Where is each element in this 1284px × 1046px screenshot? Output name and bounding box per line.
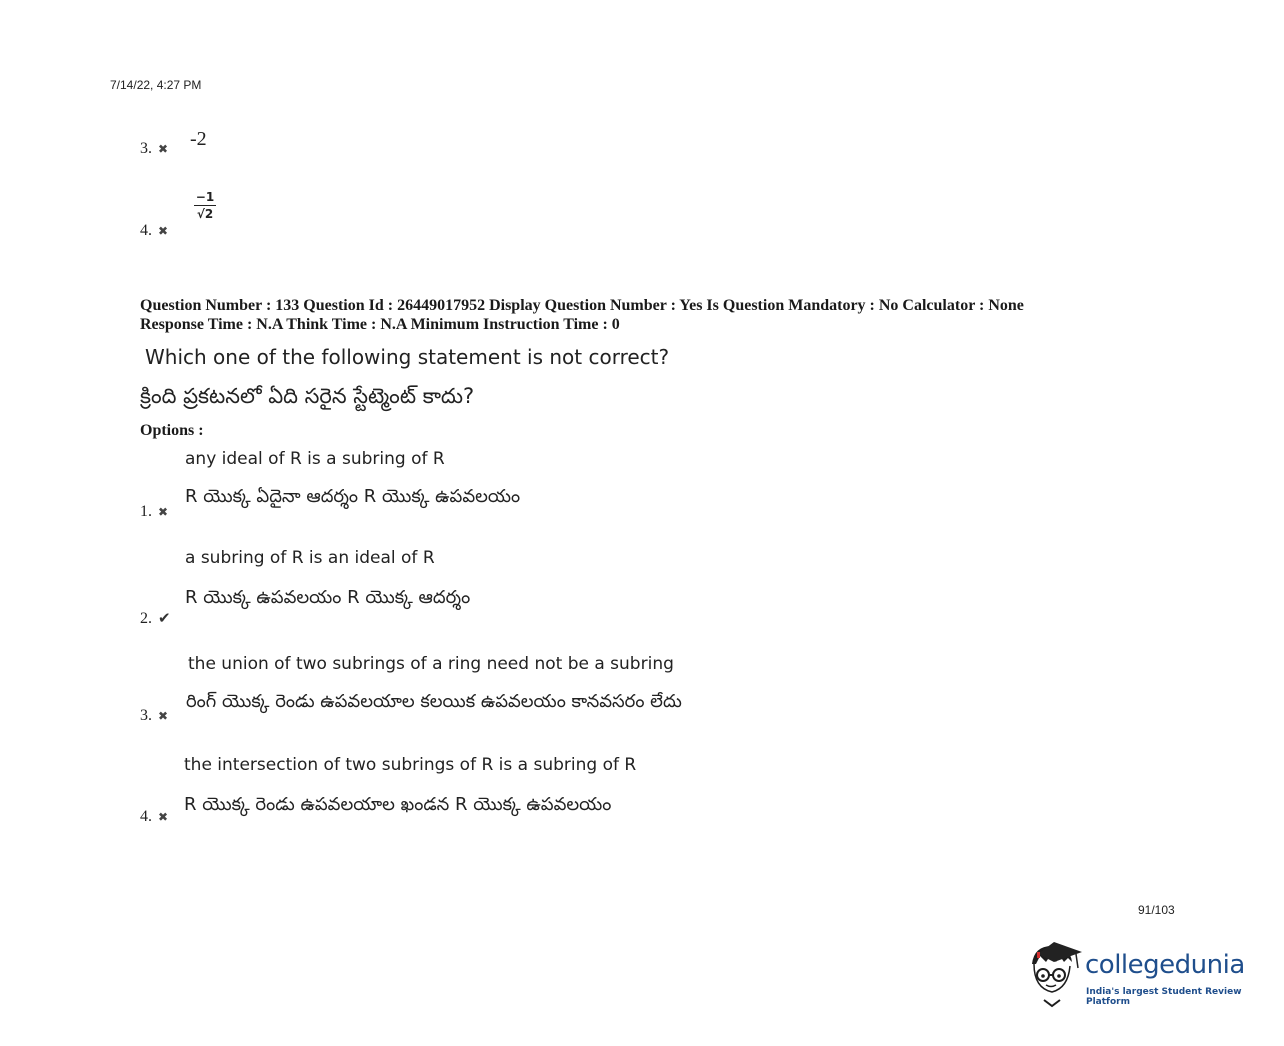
prev-option-4 xyxy=(140,222,168,240)
option-number: 2. xyxy=(140,610,152,627)
question-meta xyxy=(140,296,1140,334)
wrong-mark-icon: ✖ xyxy=(158,810,169,824)
option-3-english: the union of two subrings of a ring need not be a subring xyxy=(188,654,674,674)
print-timestamp: 7/14/22, 4:27 PM xyxy=(110,78,202,92)
option-1-english: any ideal of R is a subring of R xyxy=(185,449,445,469)
brand-tagline: India's largest Student Review Platform xyxy=(1086,987,1242,1007)
option-4-telugu: R యొక్క రెండు ఉపవలయాల ఖండన R యొక్క ఉపవలయం xyxy=(184,794,612,815)
option-1-marker xyxy=(140,503,168,521)
option-number: 1. xyxy=(140,503,152,520)
option-2-telugu: R యొక్క ఉపవలయం R యొక్క ఆదర్శం xyxy=(185,587,471,608)
option-number: 4. xyxy=(140,222,152,239)
option-4-marker xyxy=(140,808,168,826)
question-meta-line2: Response Time : N.A Think Time : N.A Minimum Instruction Time : 0 xyxy=(140,316,620,333)
fraction-numerator: −1 xyxy=(195,190,215,204)
fraction-bar xyxy=(194,205,216,206)
prev-option-3 xyxy=(140,140,168,158)
wrong-mark-icon: ✖ xyxy=(158,142,169,156)
option-3-telugu: రింగ్ యొక్క రెండు ఉపవలయాల కలయిక ఉపవలయం కానవసరం లేదు xyxy=(186,691,682,712)
fraction-denominator: √2 xyxy=(196,207,214,221)
wrong-mark-icon: ✖ xyxy=(158,709,169,723)
prev-option-4-fraction xyxy=(194,190,216,221)
question-text-telugu: క్రింది ప్రకటనలో ఏది సరైన స్టేట్మెంట్ కాదు? xyxy=(140,384,475,408)
option-number: 3. xyxy=(140,707,152,724)
option-3-marker xyxy=(140,707,168,725)
brand-name: collegedunia xyxy=(1085,950,1245,980)
page-number: 91/103 xyxy=(1138,903,1175,917)
options-label: Options : xyxy=(140,422,204,439)
wrong-mark-icon: ✖ xyxy=(158,224,169,238)
option-number: 3. xyxy=(140,140,152,157)
correct-check-icon: ✔ xyxy=(158,609,171,627)
collegedunia-mascot-icon xyxy=(1024,938,1086,1010)
question-meta-line1: Question Number : 133 Question Id : 26449017952 Display Question Number : Yes Is Question Mandatory : No Calculator : None xyxy=(140,297,1024,314)
option-1-telugu: R యొక్క ఏదైనా ఆదర్శం R యొక్క ఉపవలయం xyxy=(185,486,521,507)
option-number: 4. xyxy=(140,808,152,825)
wrong-mark-icon: ✖ xyxy=(158,505,169,519)
prev-option-3-value: -2 xyxy=(190,128,207,150)
option-2-english: a subring of R is an ideal of R xyxy=(185,548,435,568)
option-4-english: the intersection of two subrings of R is a subring of R xyxy=(184,755,637,775)
option-2-marker xyxy=(140,609,171,628)
question-text-english: Which one of the following statement is not correct? xyxy=(145,345,670,369)
